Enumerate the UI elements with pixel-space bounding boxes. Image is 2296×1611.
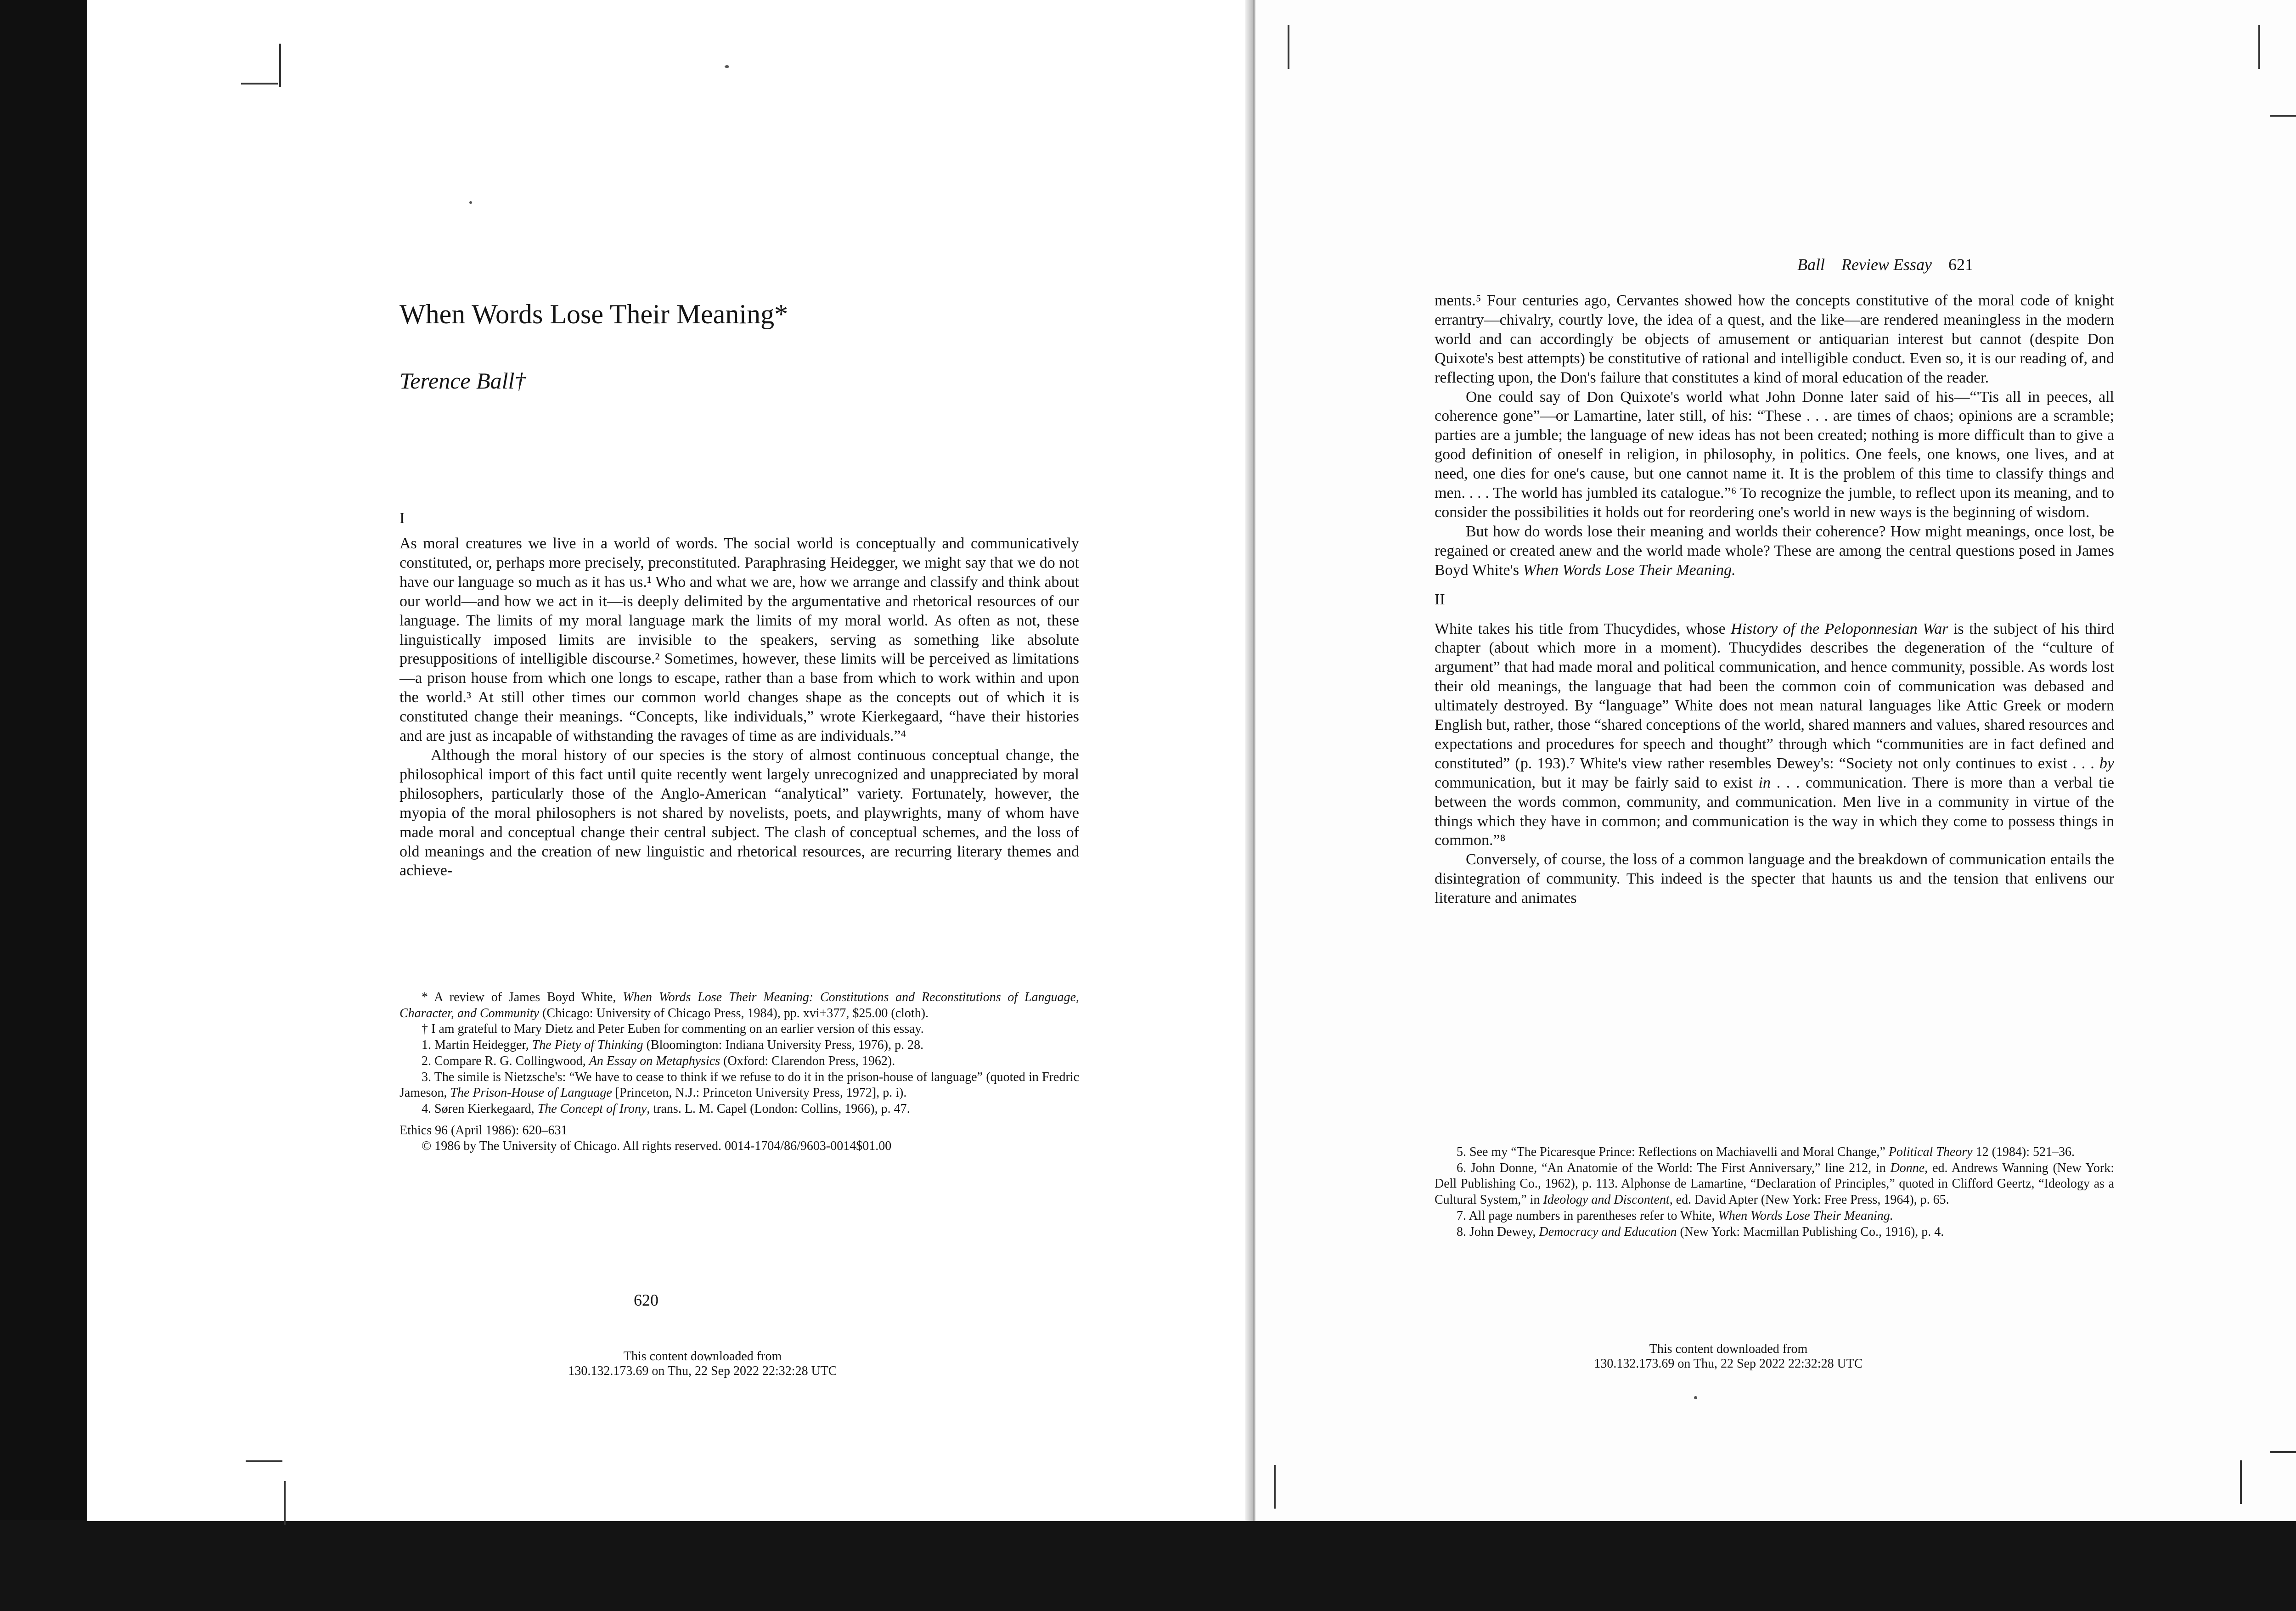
body-paragraph: White takes his title from Thucydides, whose History of the Peloponnesian War is the subject of his third chapter (about which more in a moment). Thucydides describes the degeneration of the “culture of argument” that had made moral and political communication, and hence community, possible. As words lost their old meanings, the language that had been the common coin of communication was debased and ultimately destroyed. By “language” White does not mean natural languages like Attic Greek or modern English but, rather, those “shared conceptions of the world, shared manners and values, shared resources and expectations and procedures for speech and thought” through which “communities are in fact defined and constituted” (p. 193).⁷ White's view rather resembles Dewey's: “Society not only continues to exist . . . by communication, but it may be fairly said to exist in . . . communication. There is more than a verbal tie between the words common, community, and communication. Men live in a community in virtue of the things which they have in common; and communication is the way in which they come to possess things in common.”⁸ [1435, 620, 2114, 849]
article-title: When Words Lose Their Meaning* [400, 299, 788, 329]
download-notice-right: This content downloaded from 130.132.173.69 on Thu, 22 Sep 2022 22:32:28 UTC [1594, 1342, 1863, 1371]
footnote-8: 8. John Dewey, Democracy and Education (New York: Macmillan Publishing Co., 1916), p. 4. [1457, 1224, 1944, 1239]
crop-mark [246, 1460, 282, 1462]
crop-mark [2258, 25, 2260, 69]
left-footnotes [400, 990, 1079, 1155]
footnote-6: 6. John Donne, “An Anatomie of the World: The First Anniversary,” line 212, in Donne, ed. Andrews Wanning (New York: Dell Publishing Co., 1962), p. 113. Alphonse de Lamartine, “Declaration of Principles,” quoted in Clifford Geertz, “Ideology as a Cultural System,” in Ideology and Discontent, ed. David Apter (New York: Free Press, 1964), p. 65. [1435, 1160, 2114, 1207]
crop-mark [279, 44, 281, 87]
copyright-line: © 1986 by The University of Chicago. All rights reserved. 0014-1704/86/9603-0014$01.00 [422, 1139, 892, 1154]
crop-mark [2270, 1451, 2296, 1453]
journal-citation: Ethics 96 (April 1986): 620–631 [400, 1123, 568, 1138]
crop-mark [1288, 25, 1289, 69]
footnote-5: 5. See my “The Picaresque Prince: Reflections on Machiavelli and Moral Change,” Political Theory 12 (1984): 521–36. [1457, 1145, 2075, 1159]
body-paragraph: Conversely, of course, the loss of a common language and the breakdown of communication entails the disintegration of community. This indeed is the specter that haunts us and the tension that enlivens our literature and animates [1435, 851, 2114, 907]
footnote-dagger: † I am grateful to Mary Dietz and Peter Euben for commenting on an earlier version of this essay. [422, 1022, 924, 1036]
footnote-2: 2. Compare R. G. Collingwood, An Essay on Metaphysics (Oxford: Clarendon Press, 1962). [422, 1053, 895, 1068]
scan-border-bottom [0, 1520, 2296, 1611]
download-notice-left: This content downloaded from 130.132.173.69 on Thu, 22 Sep 2022 22:32:28 UTC [568, 1349, 837, 1378]
scan-speck [469, 201, 472, 204]
left-page [87, 0, 1249, 1521]
footnote-3: 3. The simile is Nietzsche's: “We have to cease to think if we refuse to do it in the prison-house of language” (quoted in Fredric Jameson, The Prison-House of Language [Princeton, N.J.: Princeton University Press, 1972], p. i). [400, 1070, 1079, 1100]
right-body-text [1435, 291, 2114, 908]
crop-mark [2240, 1460, 2242, 1504]
running-head: Ball Review Essay 621 [1797, 255, 1973, 274]
body-paragraph: But how do words lose their meaning and worlds their coherence? How might meanings, once lost, be regained or created anew and the world made whole? These are among the central questions posed in James Boyd White's When Words Lose Their Meaning. [1435, 523, 2114, 579]
crop-mark [2270, 115, 2296, 117]
right-footnotes [1435, 1144, 2114, 1240]
footnote-7: 7. All page numbers in parentheses refer to White, When Words Lose Their Meaning. [1457, 1208, 1893, 1223]
footnote-4: 4. Søren Kierkegaard, The Concept of Irony, trans. L. M. Capel (London: Collins, 1966), p. 47. [422, 1101, 910, 1116]
left-body-text [400, 534, 1079, 880]
section-heading-1: I [400, 510, 405, 527]
page-number-right: 621 [1948, 255, 1973, 274]
page-number-left: 620 [634, 1291, 658, 1309]
article-author: Terence Ball† [400, 368, 526, 394]
body-paragraph: ments.⁵ Four centuries ago, Cervantes showed how the concepts constitutive of the moral code of knight errantry—chivalry, courtly love, the idea of a quest, and the like—are rendered meaningless in the modern world and can accordingly be objects of amusement or antiquarian interest but cannot (despite Don Quixote's best attempts) be constitutive of rational and intelligible conduct. Even so, it is our reading of, and reflecting upon, the Don's failure that constitutes a kind of moral education of the reader. [1435, 292, 2114, 386]
right-page [1255, 0, 2296, 1521]
scan-border-left [0, 0, 87, 1611]
footnote-1: 1. Martin Heidegger, The Piety of Thinking (Bloomington: Indiana University Press, 1976), p. 28. [422, 1038, 924, 1053]
section-heading-2: II [1435, 591, 1445, 608]
scan-speck [725, 65, 729, 68]
footnote-star: * A review of James Boyd White, When Words Lose Their Meaning: Constitutions and Reconstitutions of Language, Character, and Community (Chicago: University of Chicago Press, 1984), pp. xvi+377, $25.00 (cloth). [400, 990, 1079, 1020]
crop-mark [241, 83, 278, 84]
body-paragraph: Although the moral history of our species is the story of almost continuous conceptual change, the philosophical import of this fact until quite recently went largely unrecognized and unappreciated by moral philosophers, particularly those of the Anglo-American “analytical” variety. Fortunately, however, the myopia of the moral philosophers is not shared by novelists, poets, and playwrights, many of whom have made moral and conceptual change their central subject. The clash of conceptual schemes, and the loss of old meanings and the creation of new linguistic and rhetorical resources, are recurring literary themes and achieve- [400, 746, 1079, 879]
crop-mark [1274, 1465, 1276, 1509]
body-paragraph: As moral creatures we live in a world of words. The social world is conceptually and communicatively constituted, or, perhaps more precisely, preconstituted. Paraphrasing Heidegger, we might say that we do not have our language so much as it has us.¹ Who and what we are, how we arrange and classify and think about our world—and how we act in it—is deeply delimited by the argumentative and rhetorical resources of our language. The limits of my moral language mark the limits of my moral world. As often as not, these linguistically imposed limits are invisible to the speakers, serving as something like absolute presuppositions of intelligible discourse.² Sometimes, however, these limits will be perceived as limitations—a prison house from which one longs to escape, rather than a base from which to work within and upon the world.³ At still other times our common world changes shape as the concepts out of which it is constituted change their meanings. “Concepts, like individuals,” wrote Kierkegaard, “have their histories and are just as incapable of withstanding the ravages of time as are individuals.”⁴ [400, 535, 1079, 745]
crop-mark [284, 1481, 286, 1525]
body-paragraph: One could say of Don Quixote's world what John Donne later said of his—“'Tis all in peeces, all coherence gone”—or Lamartine, later still, of his: “These . . . are times of chaos; opinions are a scramble; parties are a jumble; the language of new ideas has not been created; nothing is more difficult than to give a good definition of oneself in religion, in philosophy, in politics. One feels, one knows, one lives, and at need, one dies for one's cause, but one cannot name it. It is the problem of this time to classify things and men. . . . The world has jumbled its catalogue.”⁶ To recognize the jumble, to reflect upon its meaning, and to consider the possibilities it holds out for reordering one's world in new ways is the beginning of wisdom. [1435, 388, 2114, 521]
scan-speck [1694, 1396, 1697, 1399]
